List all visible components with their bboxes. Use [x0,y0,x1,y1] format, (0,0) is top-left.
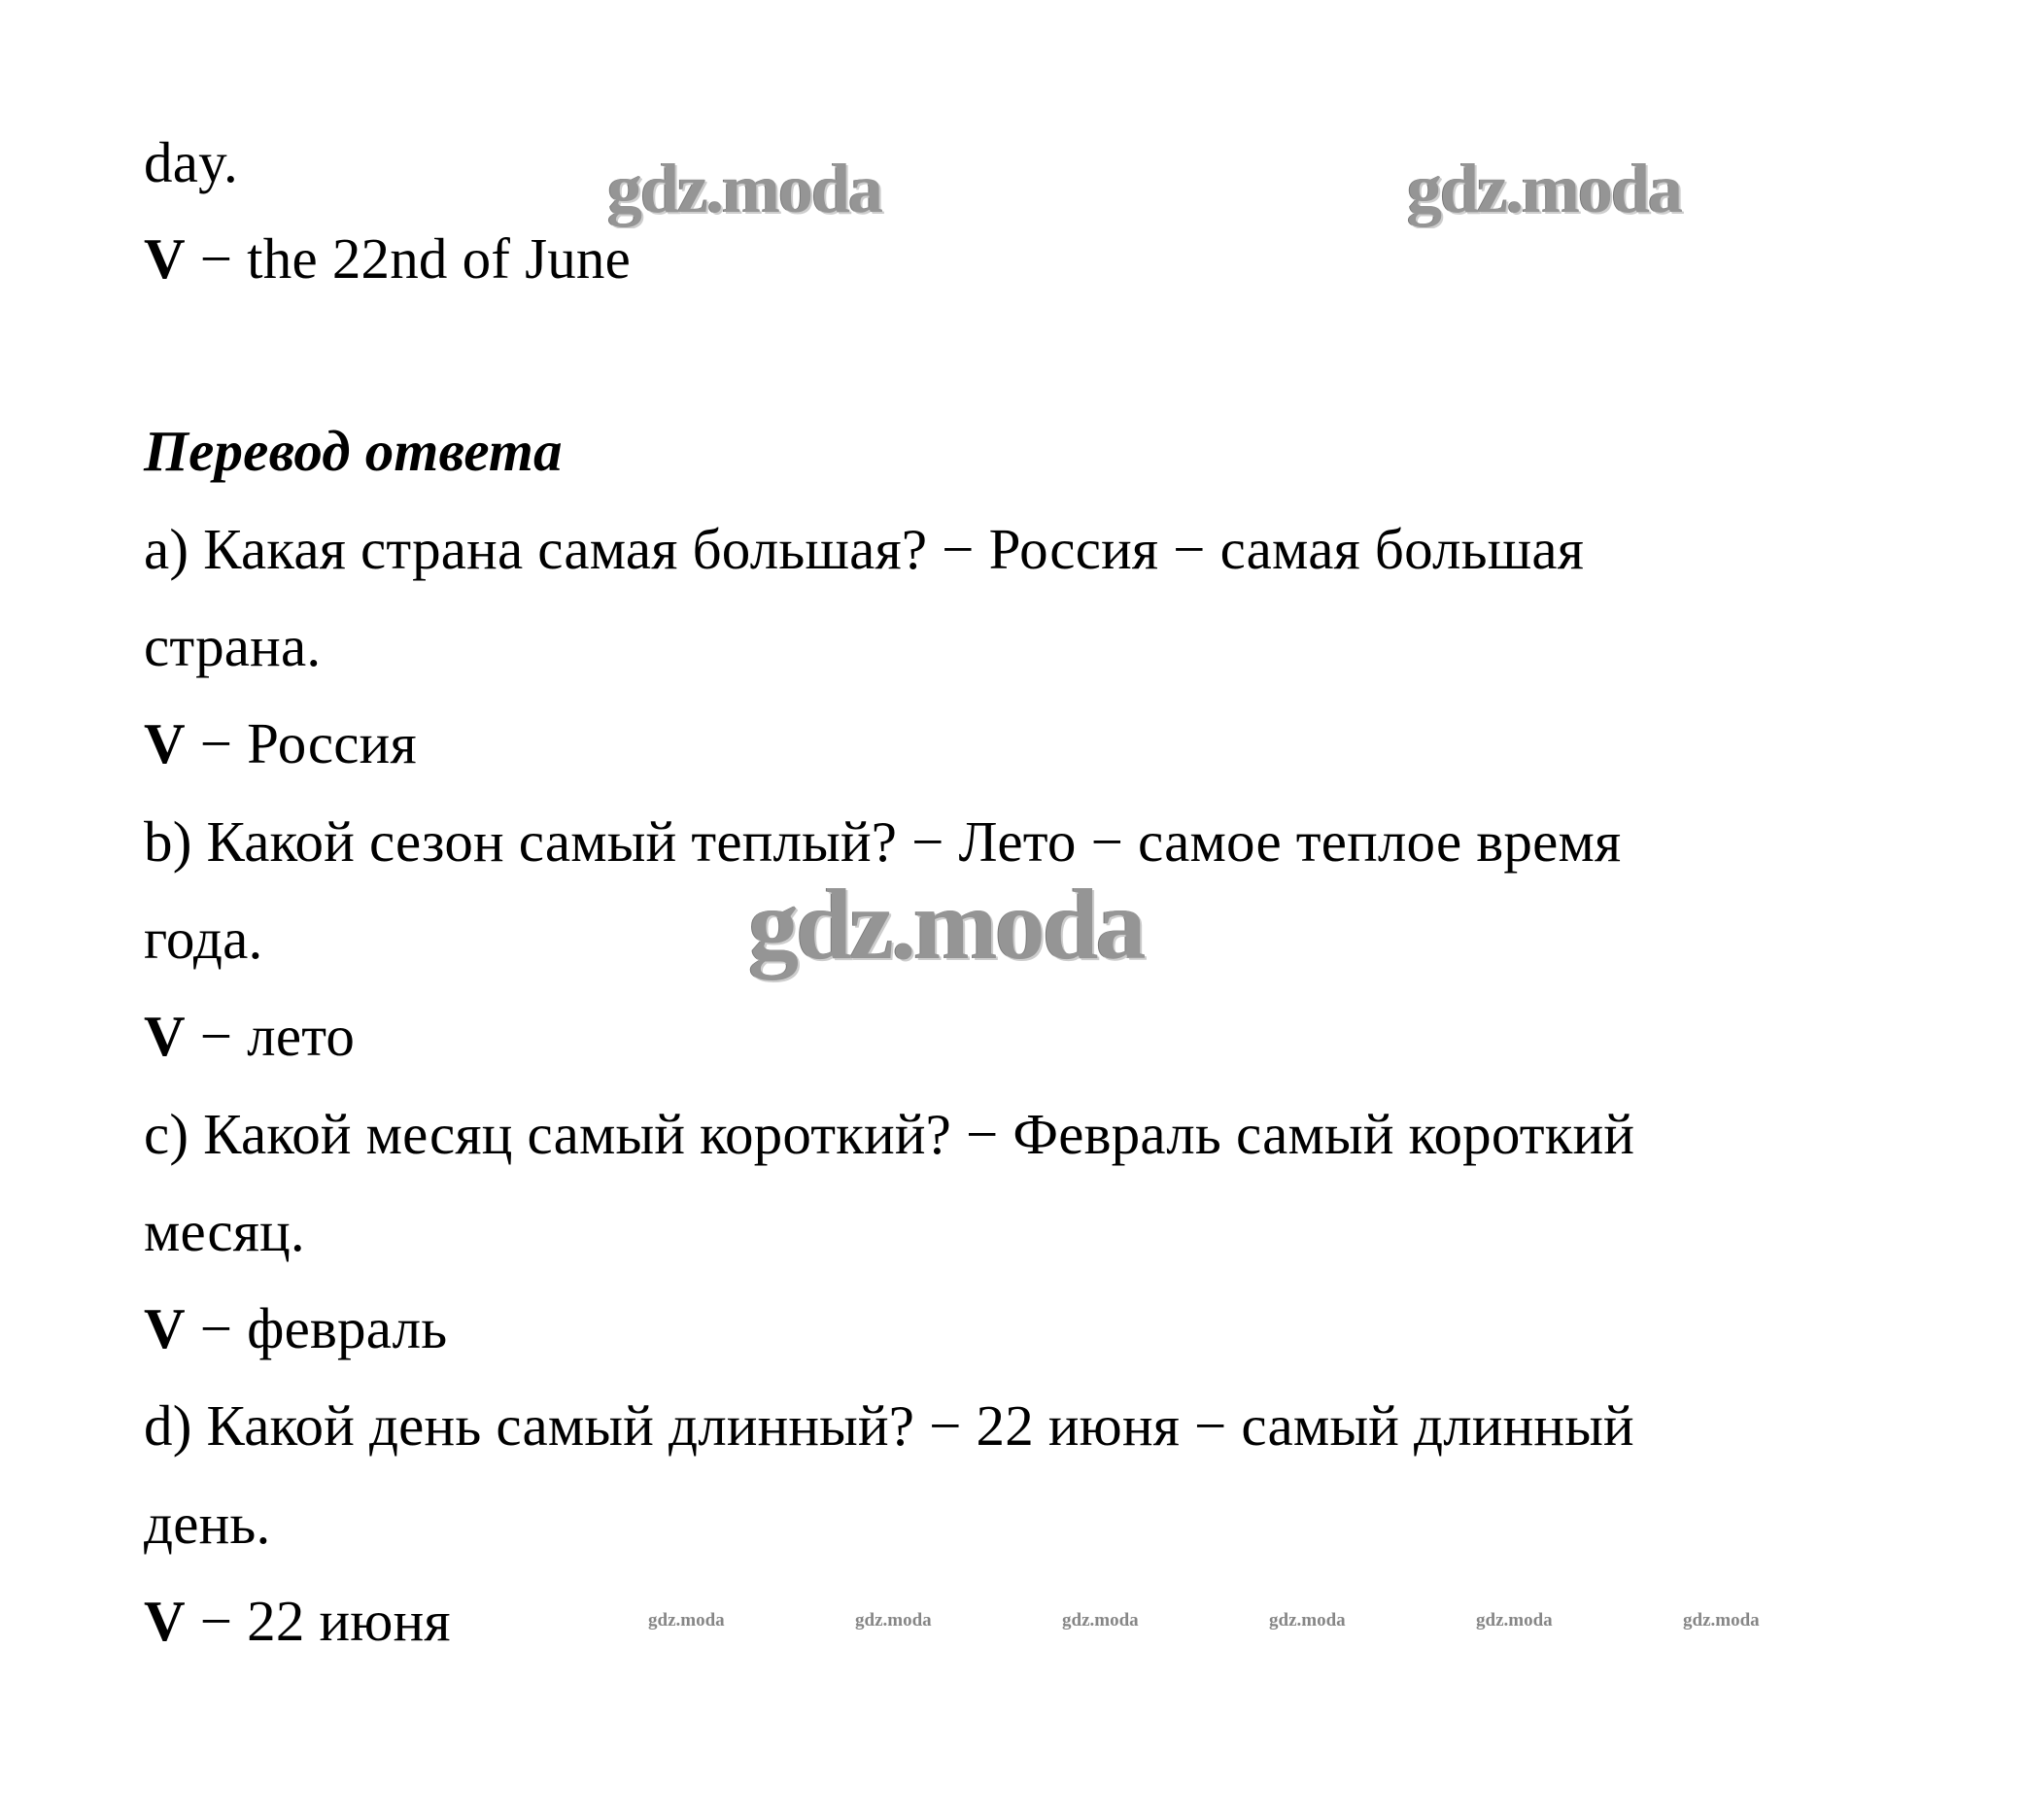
watermark-small: gdz.moda [1683,1610,1760,1631]
check-mark: V [144,711,186,775]
watermark-small: gdz.moda [1269,1610,1346,1631]
question-b: b) Какой сезон самый теплый? − Лето − самое теплое время [144,809,1622,874]
watermark-small: gdz.moda [1062,1610,1139,1631]
question-a: a) Какая страна самая большая? − Россия − самая большая [144,517,1585,581]
check-mark: V [144,226,186,291]
question-c-continued: месяц. [144,1199,305,1263]
answer-b [144,1004,356,1068]
text-line-day: day. [144,130,238,194]
watermark-small: gdz.moda [1476,1610,1553,1631]
answer-text: − февраль [185,1296,448,1360]
watermark-top-right: gdz.moda [1407,150,1682,227]
question-c: c) Какой месяц самый короткий? − Февраль самый короткий [144,1102,1635,1166]
answer-text: − Россия [185,711,417,775]
check-mark: V [144,1589,186,1653]
question-b-continued: года. [144,907,263,971]
check-mark: V [144,1296,186,1360]
watermark-small: gdz.moda [648,1610,725,1631]
check-mark: V [144,1004,186,1068]
watermark-top-left: gdz.moda [607,150,882,227]
answer-text: − лето [185,1004,356,1068]
section-heading: Перевод ответа [144,419,563,483]
answer-text: − the 22nd of June [185,226,632,291]
answer-line-1 [144,226,632,291]
watermark-small: gdz.moda [855,1610,932,1631]
answer-d [144,1589,451,1653]
question-a-continued: страна. [144,614,322,678]
watermark-center: gdz.moda [748,869,1144,980]
question-d-continued: день. [144,1492,271,1556]
question-d: d) Какой день самый длинный? − 22 июня − самый длинный [144,1393,1634,1458]
answer-text: − 22 июня [185,1589,451,1653]
answer-c [144,1296,448,1360]
answer-a [144,711,417,775]
